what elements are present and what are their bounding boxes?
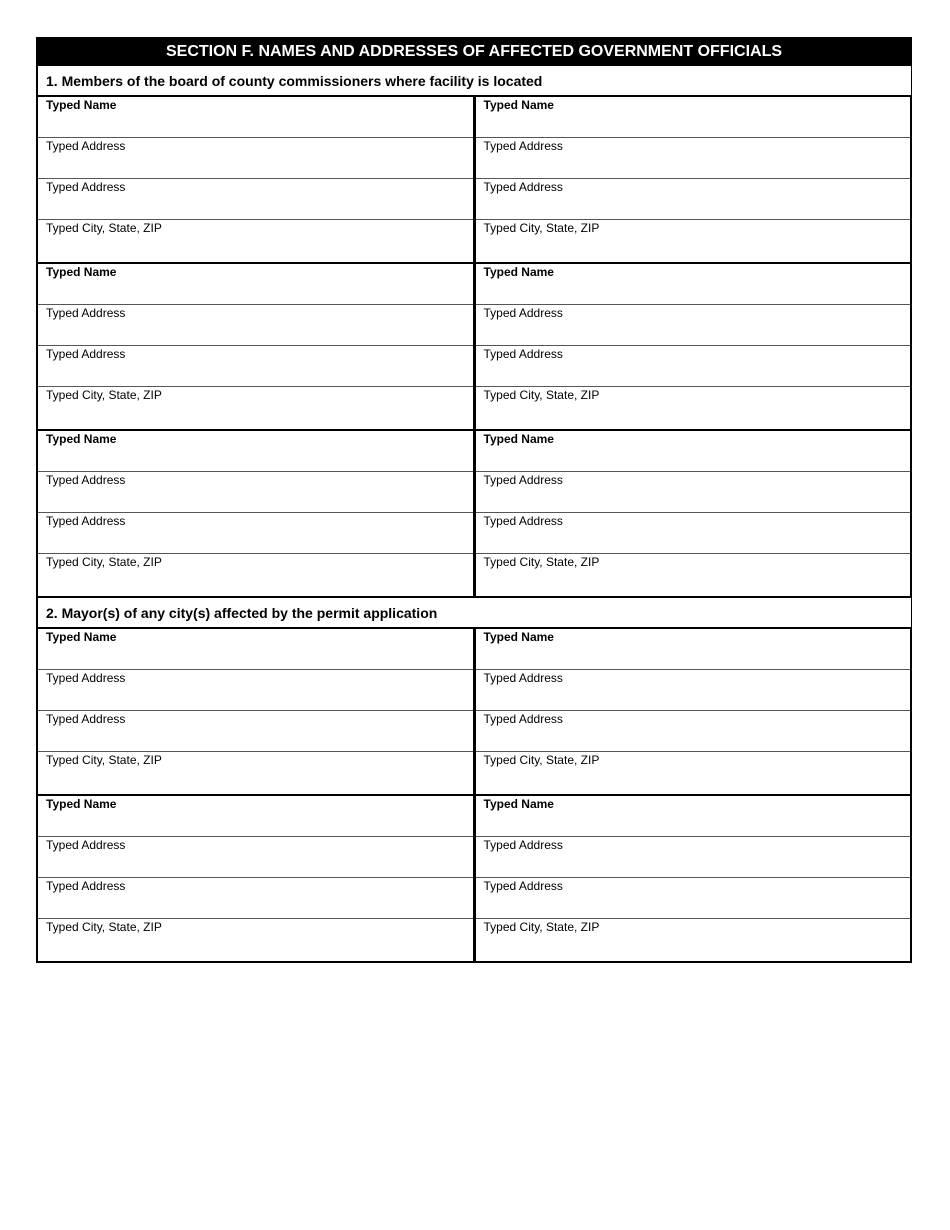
typed-name-field[interactable]: Typed Name <box>38 629 473 670</box>
typed-address-field[interactable]: Typed Address <box>38 346 473 387</box>
part2-heading: 2. Mayor(s) of any city(s) affected by the permit application <box>36 598 912 627</box>
typed-address-field[interactable]: Typed Address <box>476 878 911 919</box>
typed-address-field[interactable]: Typed Address <box>38 711 473 752</box>
mayor-official-entry-left <box>38 629 473 794</box>
typed-city-state-zip-field[interactable]: Typed City, State, ZIP <box>46 388 162 402</box>
mayor-official-entry-right <box>473 629 911 794</box>
typed-city-state-zip-field[interactable]: Typed City, State, ZIP <box>483 221 600 235</box>
typed-name-field[interactable]: Typed Name <box>38 97 473 138</box>
typed-address-field[interactable]: Typed Address <box>476 305 911 346</box>
typed-name-field[interactable]: Typed Name <box>38 264 473 305</box>
mayor-official-block <box>38 629 910 796</box>
typed-city-state-zip-field[interactable]: Typed City, State, ZIP <box>483 388 600 402</box>
commissioner-official-entry-right <box>473 431 911 596</box>
mayor-official-entry-right <box>473 796 911 961</box>
commissioner-official-block <box>38 431 910 598</box>
typed-address-field[interactable]: Typed Address <box>38 878 473 919</box>
typed-address-field[interactable]: Typed Address <box>476 472 911 513</box>
mayor-official-block <box>38 796 910 963</box>
typed-address-field[interactable]: Typed Address <box>38 305 473 346</box>
commissioner-official-entry-left <box>38 264 473 429</box>
typed-address-field[interactable]: Typed Address <box>476 670 911 711</box>
typed-address-field[interactable]: Typed Address <box>476 711 911 752</box>
commissioner-official-entry-left <box>38 97 473 262</box>
commissioner-official-block <box>38 97 910 264</box>
typed-city-state-zip-field[interactable]: Typed City, State, ZIP <box>483 753 600 767</box>
typed-city-state-zip-field[interactable]: Typed City, State, ZIP <box>46 555 162 569</box>
typed-address-field[interactable]: Typed Address <box>38 179 473 220</box>
typed-address-field[interactable]: Typed Address <box>38 472 473 513</box>
typed-address-field[interactable]: Typed Address <box>476 837 911 878</box>
typed-city-state-zip-field[interactable]: Typed City, State, ZIP <box>483 920 600 934</box>
typed-address-field[interactable]: Typed Address <box>476 346 911 387</box>
typed-name-field[interactable]: Typed Name <box>38 796 473 837</box>
typed-name-field[interactable]: Typed Name <box>38 431 473 472</box>
typed-city-state-zip-field[interactable]: Typed City, State, ZIP <box>46 753 162 767</box>
commissioner-official-entry-right <box>473 97 911 262</box>
typed-city-state-zip-field[interactable]: Typed City, State, ZIP <box>46 221 162 235</box>
typed-address-field[interactable]: Typed Address <box>38 837 473 878</box>
county-commissioners-grid <box>36 95 912 598</box>
typed-city-state-zip-field[interactable]: Typed City, State, ZIP <box>46 920 162 934</box>
typed-name-field[interactable]: Typed Name <box>476 629 911 670</box>
typed-name-field[interactable]: Typed Name <box>476 431 911 472</box>
typed-name-field[interactable]: Typed Name <box>476 264 911 305</box>
commissioner-official-entry-right <box>473 264 911 429</box>
typed-city-state-zip-field[interactable]: Typed City, State, ZIP <box>483 555 600 569</box>
commissioner-official-entry-left <box>38 431 473 596</box>
part1-heading: 1. Members of the board of county commissioners where facility is located <box>36 66 912 95</box>
mayor-official-entry-left <box>38 796 473 961</box>
typed-address-field[interactable]: Typed Address <box>476 138 911 179</box>
typed-address-field[interactable]: Typed Address <box>38 670 473 711</box>
typed-name-field[interactable]: Typed Name <box>476 796 911 837</box>
typed-address-field[interactable]: Typed Address <box>476 179 911 220</box>
affected-officials-form <box>36 37 912 963</box>
section-title: SECTION F. NAMES AND ADDRESSES OF AFFECTED GOVERNMENT OFFICIALS <box>36 37 912 66</box>
mayors-grid <box>36 627 912 963</box>
typed-address-field[interactable]: Typed Address <box>38 138 473 179</box>
typed-name-field[interactable]: Typed Name <box>476 97 911 138</box>
typed-address-field[interactable]: Typed Address <box>38 513 473 554</box>
commissioner-official-block <box>38 264 910 431</box>
typed-address-field[interactable]: Typed Address <box>476 513 911 554</box>
